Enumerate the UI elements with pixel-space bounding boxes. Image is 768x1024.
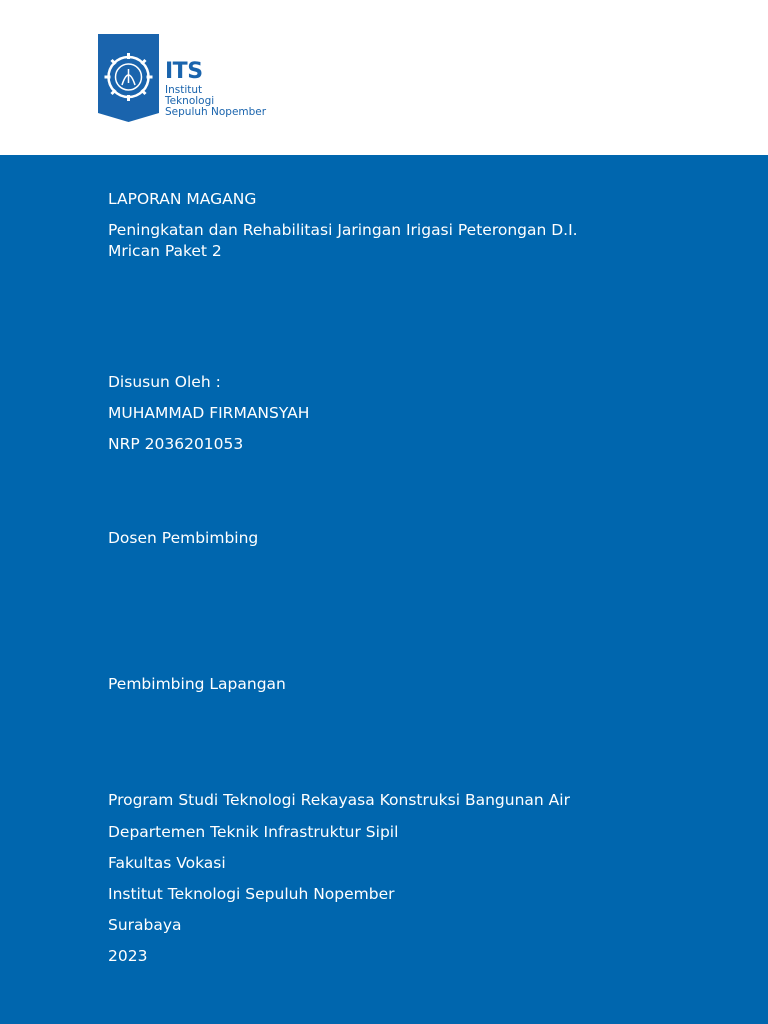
institution: Institut Teknologi Sepuluh Nopember [108, 885, 395, 903]
department: Departemen Teknik Infrastruktur Sipil [108, 823, 399, 841]
report-title-line-2: Mrican Paket 2 [108, 242, 222, 260]
city: Surabaya [108, 916, 182, 934]
year: 2023 [108, 947, 148, 965]
logo-abbreviation: ITS [165, 59, 203, 84]
logo-line-2: Teknologi [165, 95, 215, 107]
logo-line-1: Institut [165, 84, 203, 96]
author-nrp: NRP 2036201053 [108, 435, 244, 453]
study-program: Program Studi Teknologi Rekayasa Konstruksi Bangunan Air [108, 791, 570, 809]
author-label: Disusun Oleh : [108, 373, 221, 391]
report-title-line-1: Peningkatan dan Rehabilitasi Jaringan Irigasi Peterongan D.I. [108, 221, 578, 239]
faculty: Fakultas Vokasi [108, 854, 226, 872]
its-logo [97, 33, 267, 123]
page-header [0, 0, 768, 155]
its-emblem-icon [97, 33, 160, 123]
advisor-label: Dosen Pembimbing [108, 529, 259, 547]
report-type: LAPORAN MAGANG [108, 190, 257, 208]
author-name: MUHAMMAD FIRMANSYAH [108, 404, 310, 422]
field-advisor-label: Pembimbing Lapangan [108, 675, 286, 693]
logo-line-3: Sepuluh Nopember [165, 106, 267, 118]
